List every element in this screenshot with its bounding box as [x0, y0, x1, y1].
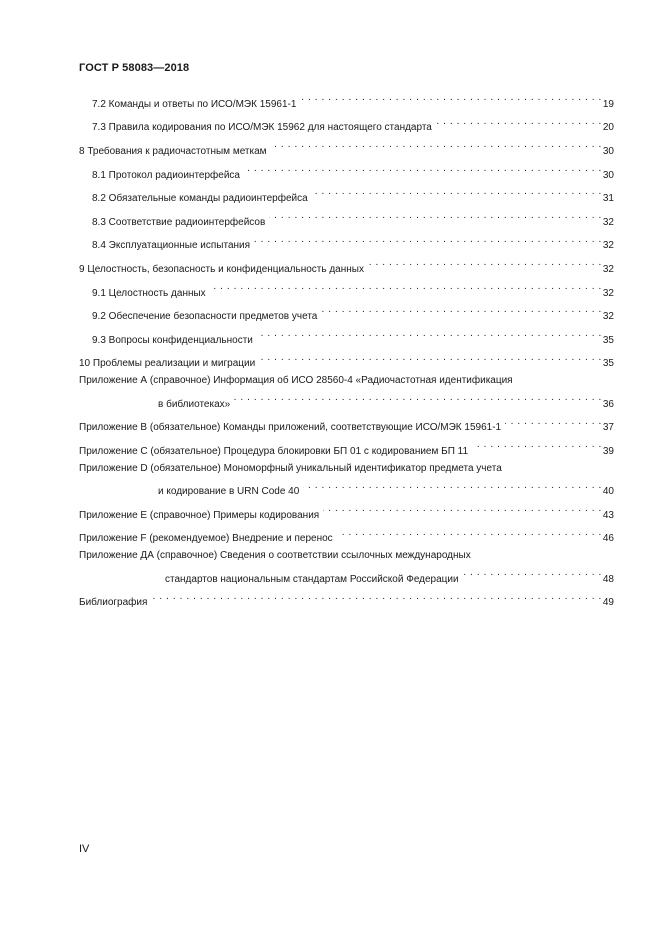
toc-entry [79, 184, 614, 208]
toc-entry [79, 326, 614, 350]
toc-appendix-title: Приложение ДА (справочное) Сведения о соответствии ссылочных международных [79, 550, 471, 562]
toc-appendix [79, 501, 614, 525]
toc-appendix-title: Приложение С (обязательное) Процедура блокировки БП 01 с кодированием БП 11 [79, 445, 469, 457]
toc-entry-label: 8.3 Соответствие радиоинтерфейсов [92, 216, 266, 228]
toc-leader-dots [269, 208, 602, 225]
toc-leader-dots [436, 114, 602, 131]
toc-bibliography [79, 589, 614, 613]
toc-entry-page: 39 [602, 445, 614, 457]
toc-leader-dots [210, 279, 602, 296]
document-header: ГОСТ Р 58083—2018 [79, 62, 190, 74]
toc-leader-dots [303, 478, 602, 495]
toc-entry-label: 8.4 Эксплуатационные испытания [92, 240, 251, 252]
toc-leader-dots [254, 232, 602, 249]
toc-leader-dots [463, 565, 602, 582]
toc-leader-dots [472, 437, 602, 454]
toc-appendix-continuation: и кодирование в URN Code 40 [158, 486, 300, 498]
toc-appendix-title: Приложение F (рекомендуемое) Внедрение и перенос [79, 533, 333, 545]
toc-leader-dots [244, 161, 602, 178]
toc-entry-page: 32 [602, 311, 614, 323]
toc-entry [79, 114, 614, 138]
toc-entry-page: 46 [602, 533, 614, 545]
toc-entry [79, 232, 614, 256]
toc-entry-page: 32 [602, 263, 614, 275]
toc-appendix [79, 373, 614, 413]
toc-appendix [79, 414, 614, 438]
toc-entry-page: 31 [602, 193, 614, 205]
toc-entry [79, 90, 614, 114]
toc-appendix-title: Библиография [79, 597, 148, 609]
toc-appendix-title: Приложение Е (справочное) Примеры кодирования [79, 509, 320, 521]
toc-leader-dots [368, 255, 602, 272]
toc-entry-page: 19 [602, 98, 614, 110]
toc-leader-dots [271, 137, 602, 154]
toc-entry-label: 9.2 Обеспечение безопасности предметов учета [92, 311, 318, 323]
table-of-contents [79, 90, 614, 612]
toc-leader-dots [257, 326, 602, 343]
toc-entry-label: 9 Целостность, безопасность и конфиденциальность данных [79, 263, 364, 275]
toc-appendix-title: Приложение D (обязательное) Мономорфный уникальный идентификатор предмета учета [79, 462, 502, 474]
toc-entry [79, 137, 614, 161]
toc-leader-dots [321, 302, 602, 319]
toc-leader-dots [323, 501, 602, 518]
toc-entry-label: 10 Проблемы реализации и миграции [79, 358, 256, 370]
toc-entry-page: 49 [602, 597, 614, 609]
toc-entry [79, 279, 614, 303]
toc-entry-label: 7.2 Команды и ответы по ИСО/МЭК 15961-1 [92, 98, 297, 110]
toc-entry-label: 9.1 Целостность данных [92, 287, 206, 299]
toc-entry-page: 40 [602, 486, 614, 498]
toc-appendix-continuation: стандартов национальным стандартам Российской Федерации [165, 573, 459, 585]
toc-entry-page: 32 [602, 216, 614, 228]
toc-entry-label: 7.3 Правила кодирования по ИСО/МЭК 15962 для настоящего стандарта [92, 122, 432, 134]
toc-appendix-title: Приложение В (обязательное) Команды приложений, соответствующие ИСО/МЭК 15961-1 [79, 422, 502, 434]
toc-entry [79, 161, 614, 185]
toc-leader-dots [312, 184, 602, 201]
toc-entry-label: 8.2 Обязательные команды радиоинтерфейса [92, 193, 308, 205]
toc-entry [79, 255, 614, 279]
toc-leader-dots [151, 589, 601, 606]
toc-appendix [79, 437, 614, 461]
toc-leader-dots [234, 390, 602, 407]
toc-entry-page: 32 [602, 240, 614, 252]
toc-entry-page: 35 [602, 358, 614, 370]
toc-leader-dots [337, 525, 602, 542]
toc-entry-page: 43 [602, 509, 614, 521]
toc-leader-dots [505, 414, 602, 431]
toc-entry-page: 48 [602, 573, 614, 585]
page-number: IV [79, 843, 90, 855]
toc-entry-label: 8.1 Протокол радиоинтерфейса [92, 169, 240, 181]
toc-entry-page: 30 [602, 169, 614, 181]
toc-entry-page: 30 [602, 145, 614, 157]
toc-entry-page: 32 [602, 287, 614, 299]
toc-entry-label: 9.3 Вопросы конфиденциальности [92, 334, 253, 346]
toc-entry-page: 20 [602, 122, 614, 134]
toc-entry-label: 8 Требования к радиочастотным меткам [79, 145, 267, 157]
toc-entry-page: 36 [602, 398, 614, 410]
toc-appendix [79, 525, 614, 549]
toc-leader-dots [259, 350, 602, 367]
toc-entry-page: 35 [602, 334, 614, 346]
toc-entry [79, 302, 614, 326]
toc-entry [79, 350, 614, 374]
toc-appendix [79, 461, 614, 501]
toc-appendix [79, 548, 614, 588]
toc-entry [79, 208, 614, 232]
toc-appendix-title: Приложение А (справочное) Информация об ИСО 28560-4 «Радиочастотная идентификация [79, 375, 513, 387]
toc-entry-page: 37 [602, 422, 614, 434]
toc-leader-dots [300, 90, 601, 107]
toc-appendix-continuation: в библиотеках» [158, 398, 231, 410]
